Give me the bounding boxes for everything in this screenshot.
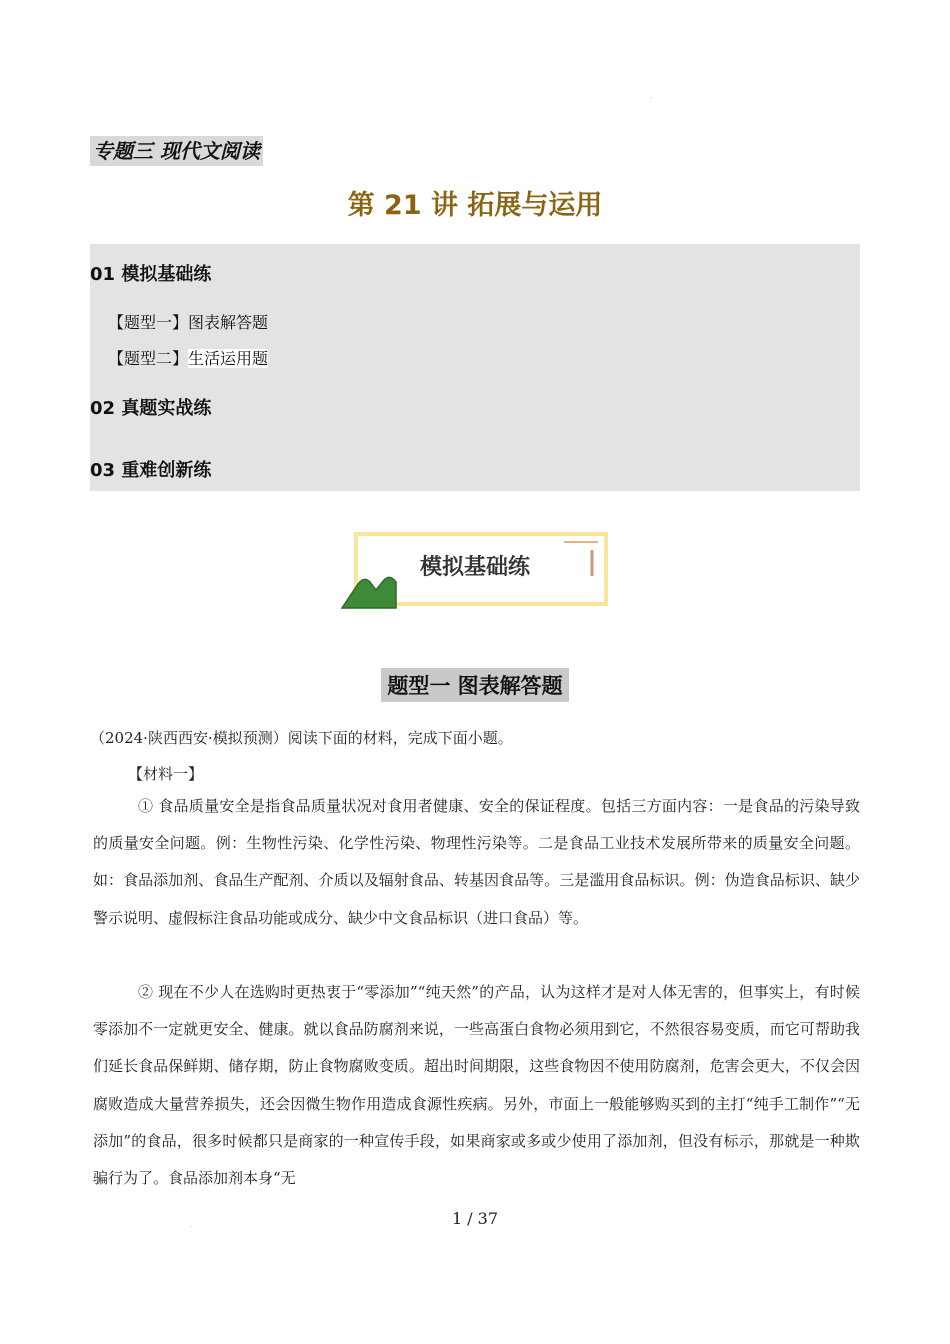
toc-item-label: 图表解答题 <box>188 313 269 332</box>
page-number: 1 / 37 <box>451 1209 499 1228</box>
question-intro: （2024·陕西西安·模拟预测）阅读下面的材料，完成下面小题。 <box>90 729 513 747</box>
banner-label: 模拟基础练 <box>419 555 530 580</box>
table-of-contents <box>90 244 860 491</box>
toc-section-hard[interactable]: 03 重难创新练 <box>90 460 212 481</box>
mountain-icon <box>342 577 396 608</box>
toc-section-real[interactable]: 02 真题实战练 <box>90 398 212 419</box>
lesson-title: 第 21 讲 拓展与运用 <box>347 190 603 221</box>
material-paragraph-2: ② 现在不少人在选购时更热衷于“零添加”“纯天然”的产品，认为这样才是对人体无害的，但事实上，有时候零添加不一定就更安全、健康。就以食品防腐剂来说，一些高蛋白食物必须用到它，不然很容易变质，而它可帮助我们延长食品保鲜期、储存期，防止食物腐败变质。超出时间期限，这些食物因不使用防腐剂，危害会更大，不仅会因腐败造成大量营养损失，还会因微生物作用造成食源性疾病。另外，市面上一般能够购买到的主打“纯手工制作”“无添加”的食品，很多时候都只是商家的一种宣传手段，如果商家或多或少使用了添加剂，但没有标示，那就是一种欺骗行为了。食品添加剂本身“无 <box>93 983 860 1188</box>
topic-heading: 专题三 现代文阅读 <box>90 136 263 166</box>
toc-item-prefix: 【题型二】 <box>108 349 189 368</box>
toc-item-type-one[interactable] <box>108 310 268 333</box>
section-banner <box>340 528 610 612</box>
question-type-heading <box>0 668 950 702</box>
toc-item-type-two[interactable] <box>108 346 268 369</box>
stray-mark: · <box>650 95 652 102</box>
toc-item-prefix: 【题型一】 <box>108 313 189 332</box>
toc-item-label: 生活运用题 <box>188 349 269 368</box>
stray-mark: · <box>190 1224 192 1231</box>
toc-section-basic[interactable]: 01 模拟基础练 <box>90 264 212 285</box>
material-label: 【材料一】 <box>128 765 204 783</box>
question-type-label: 题型一 图表解答题 <box>381 668 568 702</box>
material-paragraph-1: ① 食品质量安全是指食品质量状况对食用者健康、安全的保证程度。包括三方面内容：一是食品的污染导致的质量安全问题。例：生物性污染、化学性污染、物理性污染等。二是食品工业技术发展所带来的质量安全问题。如：食品添加剂、食品生产配剂、介质以及辐射食品、转基因食品等。三是滥用食品标识。例：伪造食品标识、缺少警示说明、虚假标注食品功能或成分、缺少中文食品标识（进口食品）等。 <box>93 797 860 927</box>
